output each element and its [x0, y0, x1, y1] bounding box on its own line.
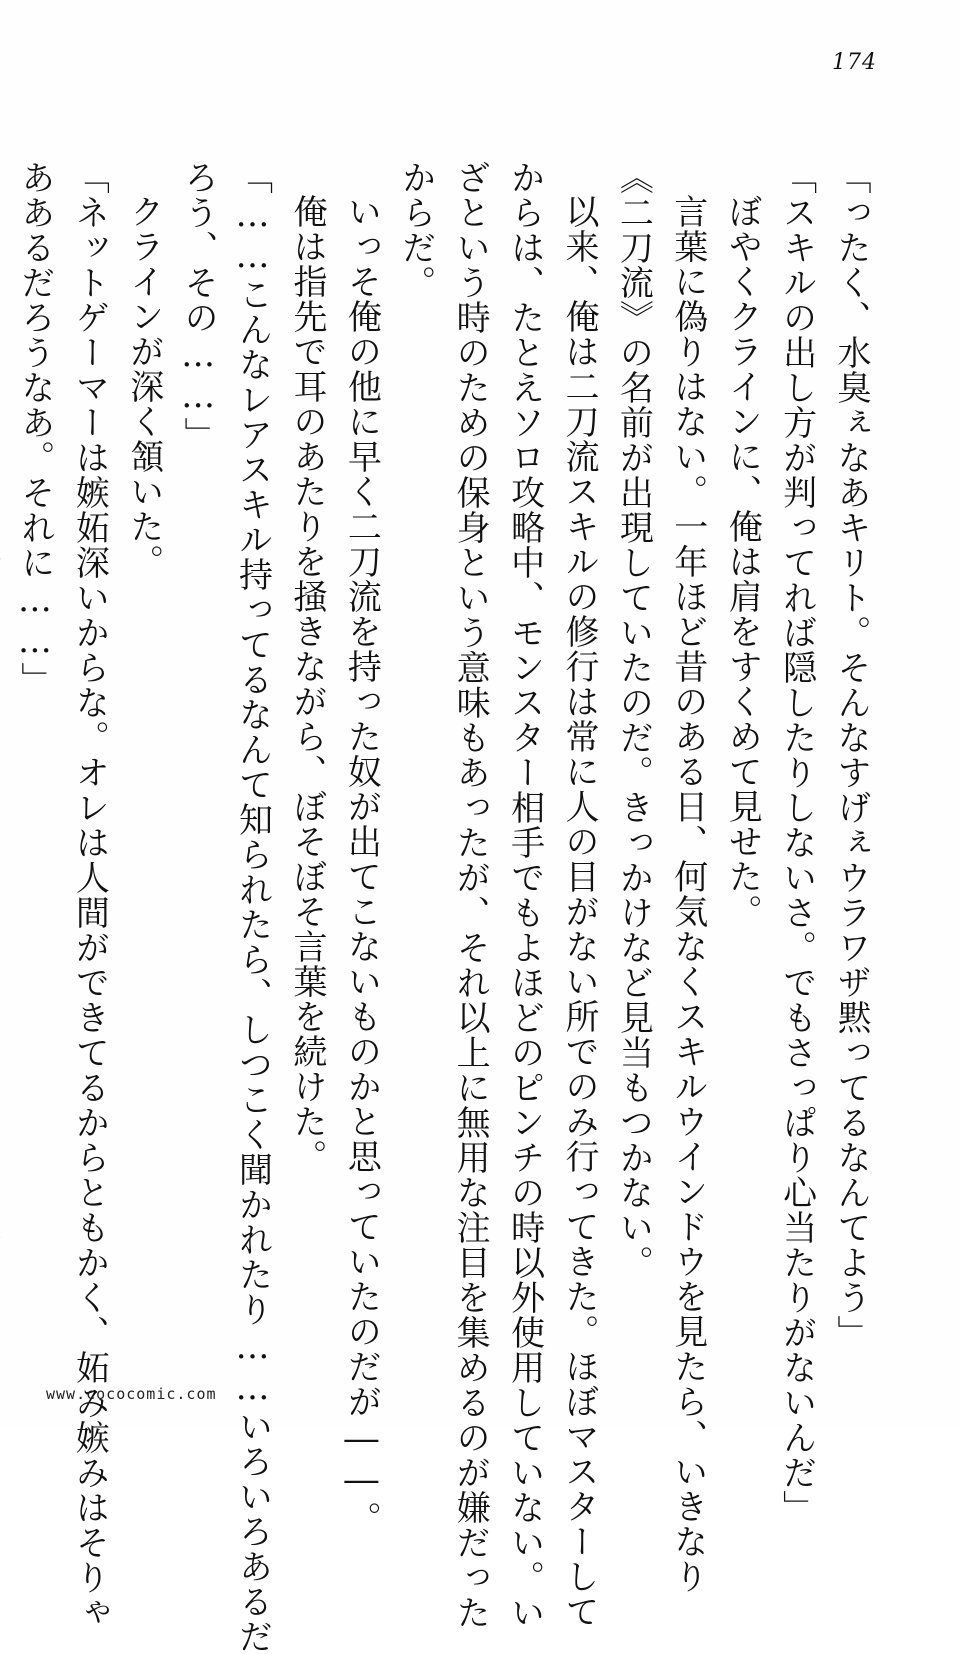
text-line	[0, 160, 8, 1340]
text-line: 「スキルの出し方が判ってれば隠したりしないさ。でもさっぱり心当たりがないんだ」	[776, 160, 817, 1525]
text-line: 以来、俺は二刀流スキルの修行は常に人の目がない所でのみ行ってきた。ほぼマスターして	[558, 194, 599, 1629]
text-line: 言葉に偽りはない。一年ほど昔のある日、何気なくスキルウインドウを見たら、いきなり	[667, 194, 708, 1594]
watermark-url: www.cococomic.com	[46, 1385, 217, 1403]
text-line: 俺は指先で耳のあたりを掻きながら、ぼそぼそ言葉を続けた。	[286, 194, 327, 1174]
text-line: 「ネットゲーマーは嫉妬深いからな。オレは人間ができてるからともかく、妬み嫉みはそりゃ	[69, 160, 110, 1630]
text-line: ああるだろうなあ。それに……」	[14, 160, 55, 697]
page-number: 174	[832, 50, 877, 75]
text-line: ぼやくクラインに、俺は肩をすくめて見せた。	[722, 194, 763, 929]
text-line: いっそ俺の他に早く二刀流を持った奴が出てこないものかと思っていたのだが――。	[341, 194, 382, 1536]
text-line: ろう、その……」	[178, 160, 219, 452]
text-line: 《二刀流》の名前が出現していたのだ。きっかけなど見当もつかない。	[613, 160, 654, 1280]
text-line: 「ったく、水臭ぇなあキリト。そんなすげぇウラワザ黙ってるなんてよう」	[831, 160, 871, 1350]
text-line: クラインが深く頷いた。	[123, 194, 164, 579]
text-line: からだ。	[395, 160, 436, 300]
text-line: 「……こんなレアスキル持ってるなんて知られたら、しつこく聞かれたり……いろいろあるだ	[232, 160, 273, 1654]
text-line: からは、たとえソロ攻略中、モンスター相手でもよほどのピンチの時以外使用していない。い	[504, 160, 545, 1630]
text-line: ざという時のための保身という意味もあったが、それ以上に無用な注目を集めるのが嫌だった	[450, 160, 491, 1630]
